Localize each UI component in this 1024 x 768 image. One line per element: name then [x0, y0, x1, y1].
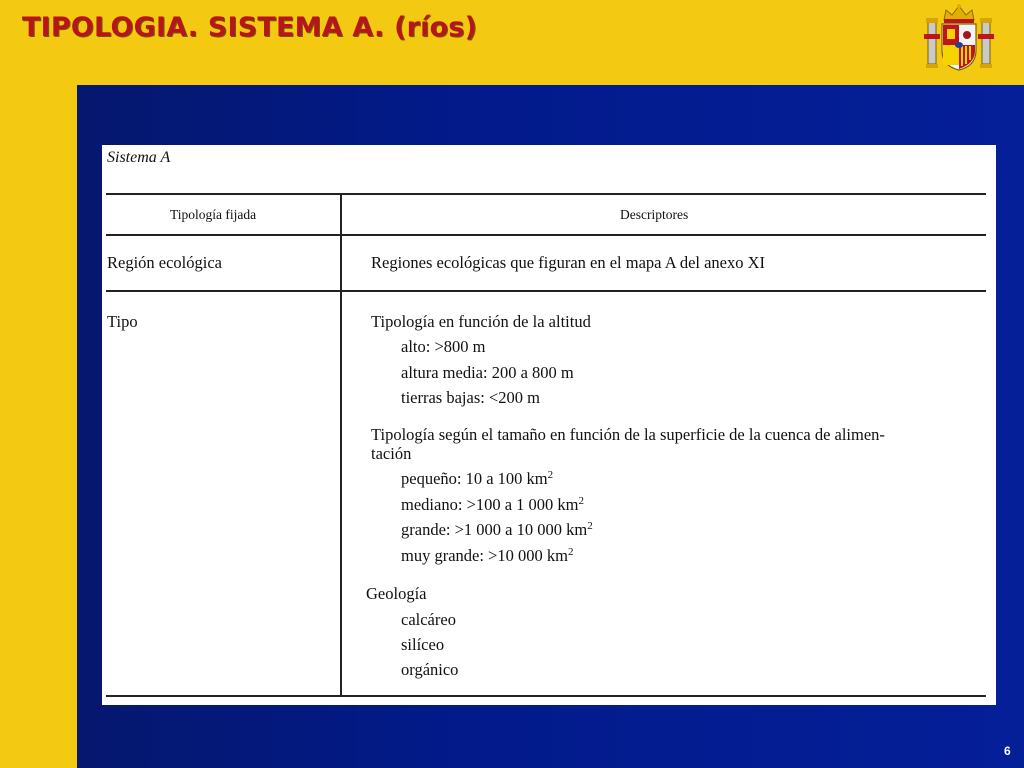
- column-header-tipologia: Tipología fijada: [170, 207, 257, 222]
- coat-of-arms-icon: [924, 2, 994, 74]
- list-item: silíceo: [401, 635, 445, 654]
- list-item: calcáreo: [401, 610, 456, 629]
- divider: [106, 695, 986, 697]
- divider: [106, 290, 986, 292]
- altitud-heading: Tipología en función de la altitud: [371, 312, 591, 331]
- table-caption: Sistema A: [107, 149, 171, 166]
- page-number: 6: [1004, 744, 1011, 758]
- tamano-heading-continuation: tación: [371, 444, 412, 463]
- list-item: grande: >1 000 a 10 000 $km^2$: [401, 520, 593, 539]
- column-header-descriptores: Descriptores: [620, 207, 689, 222]
- list-item: pequeño: 10 a 100 $km^2$: [401, 469, 554, 488]
- row-label-tipo: Tipo: [107, 312, 138, 331]
- list-item: mediano: >100 a 1 000 $km^2$: [401, 495, 584, 514]
- column-divider: [340, 195, 342, 697]
- list-item: orgánico: [401, 660, 459, 679]
- list-item: tierras bajas: <200 m: [401, 388, 540, 407]
- row-descriptor-region: Regiones ecológicas que figuran en el mapa A del anexo XI: [371, 253, 766, 272]
- tamano-heading: Tipología según el tamaño en función de la superficie de la cuenca de alimen-: [371, 425, 885, 444]
- list-item: altura media: 200 a 800 m: [401, 363, 574, 382]
- list-item: muy grande: >10 000 $km^2$: [401, 546, 574, 565]
- list-item: alto: >800 m: [401, 337, 486, 356]
- divider: [106, 193, 986, 195]
- row-label-region: Región ecológica: [107, 253, 223, 272]
- geologia-heading: Geología: [366, 584, 427, 603]
- document-table: [102, 145, 996, 705]
- divider: [106, 234, 986, 236]
- slide-title: TIPOLOGIA. SISTEMA A. (ríos): [22, 12, 478, 43]
